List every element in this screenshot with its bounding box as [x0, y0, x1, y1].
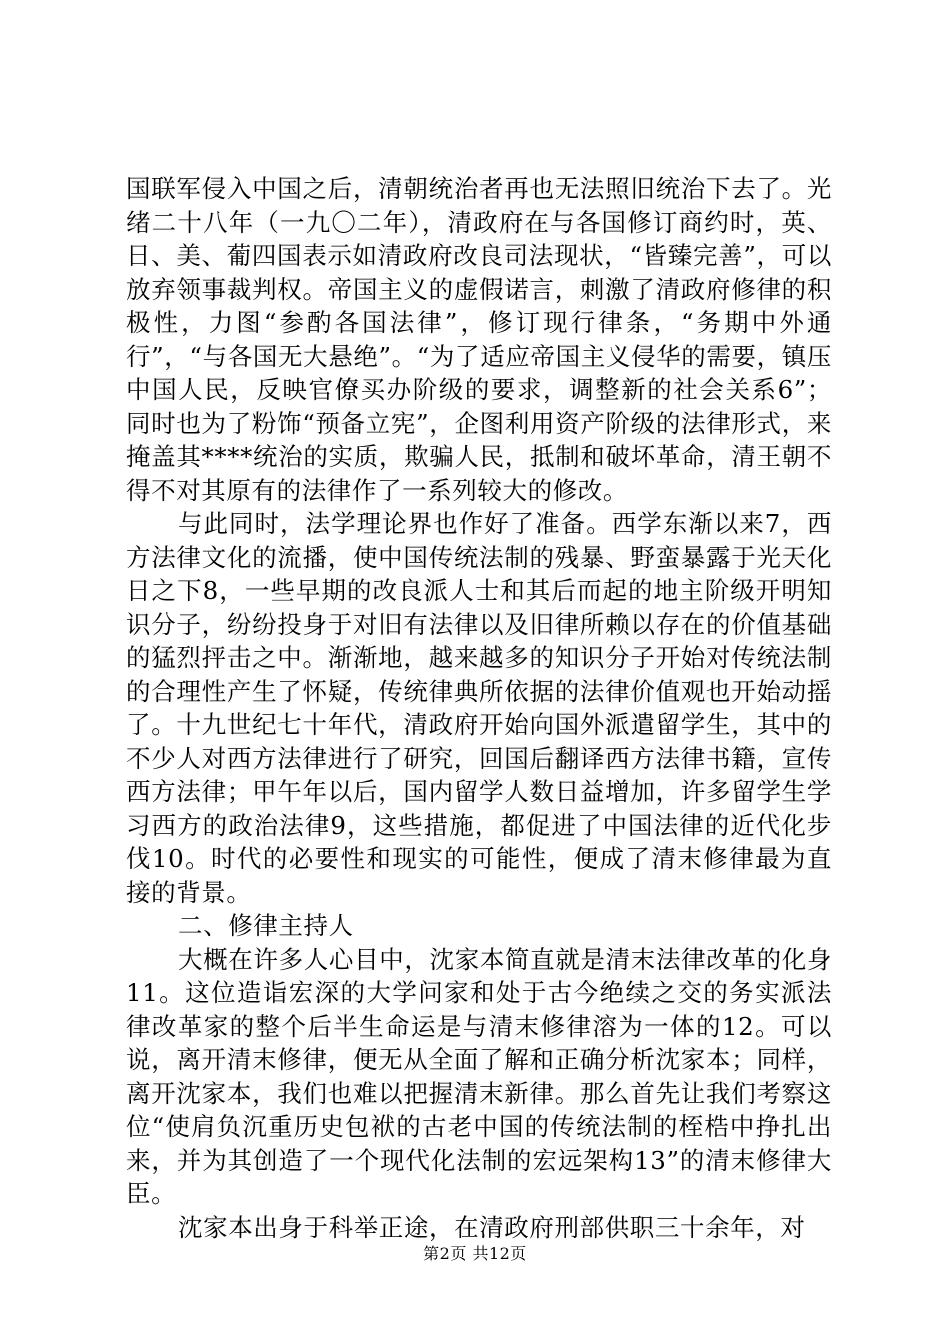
page-footer: 第2页 共12页: [423, 1244, 527, 1263]
paragraph-shen-jiaben: 大概在许多人心目中，沈家本简直就是清末法律改革的化身11。这位造诣宏深的大学问家和处于古今绝续之交的务实派法律改革家的整个后半生命运是与清末修律溶为一体的12。可以说，离开清末修律，便无从全面了解和正确分析沈家本；同样，离开沈家本，我们也难以把握清末新律。那么首先让我们考察这位“使肩负沉重历史包袱的古老中国的传统法制的桎梏中挣扎出来，并为其创造了一个现代化法制的宏远架构13”的清末修律大臣。: [126, 944, 832, 1208]
paragraph-continuation: 国联军侵入中国之后，清朝统治者再也无法照旧统治下去了。光绪二十八年（一九〇二年），清政府在与各国修订商约时，英、日、美、葡四国表示如清政府改良司法现状，“皆臻完善”，可以放弃领事裁判权。帝国主义的虚假诺言，刺激了清政府修律的积极性，力图“参酌各国法律”，修订现行律条，“务期中外通行”，“与各国无大悬绝”。“为了适应帝国主义侵华的需要，镇压中国人民，反映官僚买办阶级的要求，调整新的社会关系6”；同时也为了粉饰“预备立宪”，企图利用资产阶级的法律形式，来掩盖其****统治的实质，欺骗人民，抵制和破坏革命，清王朝不得不对其原有的法律作了一系列较大的修改。: [126, 174, 832, 505]
paragraph-shen-background: 沈家本出身于科举正途，在清政府刑部供职三十余年，对: [178, 1212, 806, 1242]
section-heading: 二、修律主持人: [178, 911, 354, 940]
paragraph-legal-theory: 与此同时，法学理论界也作好了准备。西学东渐以来7，西方法律文化的流播，使中国传统法制的残暴、野蛮暴露于光天化日之下8，一些早期的改良派人士和其后而起的地主阶级开明知识分子，纷纷投身于对旧有法律以及旧律所赖以存在的价值基础的猛烈抨击之中。渐渐地，越来越多的知识分子开始对传统法制的合理性产生了怀疑，传统律典所依据的法律价值观也开始动摇了。十九世纪七十年代，清政府开始向国外派遣留学生，其中的不少人对西方法律进行了研究，回国后翻译西方法律书籍，宣传西方法律；甲午年以后，国内留学人数日益增加，许多留学生学习西方的政治法律9，这些措施，都促进了中国法律的近代化步伐10。时代的必要性和现实的可能性，便成了清末修律最为直接的背景。: [126, 509, 832, 907]
document-body: [126, 172, 832, 1244]
